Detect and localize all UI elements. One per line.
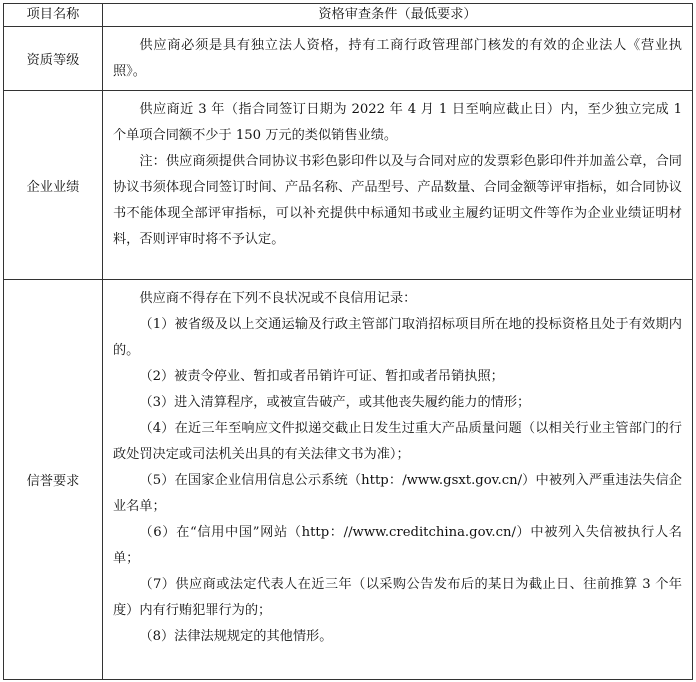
paragraph: （3）进入清算程序，或被宣告破产，或其他丧失履约能力的情形； [139, 395, 531, 410]
paragraph: （6）在“信用中国”网站（http：//www.creditchina.gov.cn/）中被列入失信被执行人名单； [113, 525, 682, 566]
paragraph: （5）在国家企业信用信息公示系统（http：/www.gsxt.gov.cn/）中被列入严重违法失信企业名单； [113, 473, 682, 514]
row-label: 信誉要求 [4, 280, 103, 680]
paragraph: 供应商必须是具有独立法人资格，持有工商行政管理部门核发的有效的企业法人《营业执照》。 [113, 38, 682, 79]
paragraph: （8）法律法规规定的其他情形。 [139, 629, 333, 644]
table-row [4, 27, 693, 91]
header-criteria: 资格审查条件（最低要求） [103, 4, 693, 27]
paragraph: （1）被省级及以上交通运输及行政主管部门取消招标项目所在地的投标资格且处于有效期内的。 [113, 317, 682, 358]
row-label: 企业业绩 [4, 91, 103, 280]
row-label: 资质等级 [4, 27, 103, 91]
table-row [4, 91, 693, 280]
paragraph: 供应商近 3 年（指合同签订日期为 2022 年 4 月 1 日至响应截止日）内，至少独立完成 1 个单项合同额不少于 150 万元的类似销售业绩。 [113, 102, 682, 143]
row-content [103, 280, 693, 680]
paragraph: （4）在近三年至响应文件拟递交截止日发生过重大产品质量问题（以相关行业主管部门的行政处罚决定或司法机关出具的有关法律文书为准）； [113, 421, 682, 462]
qualification-table [3, 3, 693, 680]
row-content [103, 91, 693, 280]
table-row [4, 280, 693, 680]
paragraph: 供应商不得存在下列不良状况或不良信用记录： [139, 291, 417, 306]
paragraph: （2）被责令停业、暂扣或者吊销许可证、暂扣或者吊销执照； [139, 369, 504, 384]
paragraph: 注：供应商须提供合同协议书彩色影印件以及与合同对应的发票彩色影印件并加盖公章，合同协议书须体现合同签订时间、产品名称、产品型号、产品数量、合同金额等评审指标，如合同协议书不能体现全部评审指标，可以补充提供中标通知书或业主履约证明文件等作为企业业绩证明材料，否则评审时将不予认定。 [113, 154, 682, 247]
row-content [103, 27, 693, 91]
header-item-name: 项目名称 [4, 4, 103, 27]
paragraph: （7）供应商或法定代表人在近三年（以采购公告发布后的某日为截止日、往前推算 3 个年度）内有行贿犯罪行为的； [113, 577, 682, 618]
header-row [4, 4, 693, 27]
